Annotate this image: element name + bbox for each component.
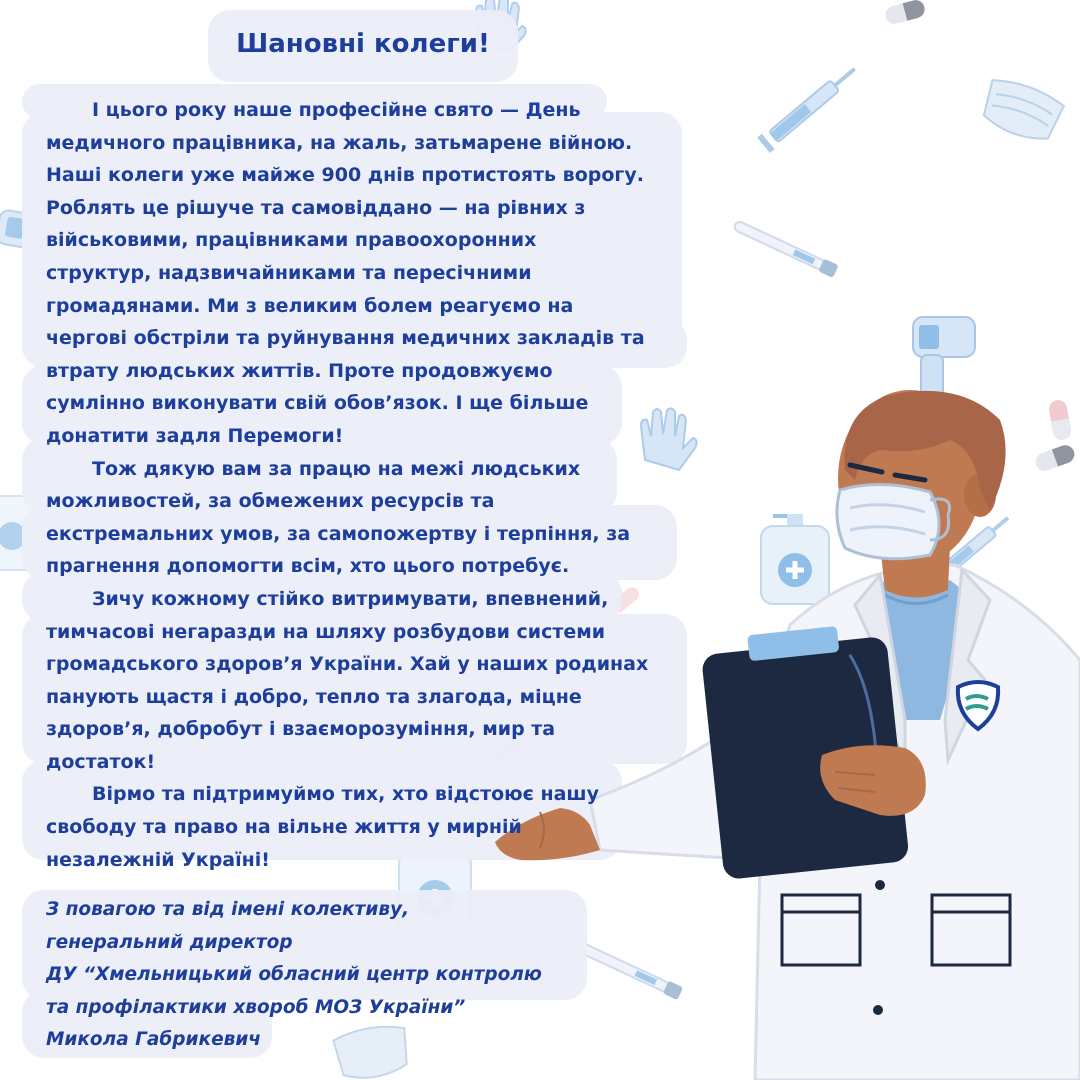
signature-line: генеральний директор [46,931,293,953]
letter-line: екстремальних умов, за самопожертву і терпіння, за [46,522,631,545]
letter-line: тимчасові негаразди на шляху розбудови системи [46,620,606,643]
signature-line: ДУ “Хмельницький обласний центр контролю [46,964,542,986]
letter-line: громадського здоров’я України. Хай у наших родинах [46,653,649,676]
letter-line: І цього року наше професійне свято — День [92,99,581,121]
signature-line: З повагою та від імені колективу, [46,899,410,920]
signature-block [46,894,646,1057]
letter-line: Зичу кожному стійко витримувати, впевнений, [92,587,609,610]
letter-line: військовими, працівниками правоохоронних [46,229,537,252]
letter-line: громадянами. Ми з великим болем реагуємо на [46,294,574,317]
letter-line: Тож дякую вам за працю на межі людських [92,457,581,480]
letter-line: здоров’я, добробут і взаєморозуміння, мир та [46,718,556,741]
letter-line: Наші колеги уже майже 900 днів протистоять ворогу. [46,164,644,187]
letter-line: втрату людських життів. Проте продовжуємо [46,359,553,382]
letter-line: прагнення допомогти всім, хто цього потребує. [46,555,570,578]
letter-body [46,94,686,876]
signature-line: та профілактики хвороб МОЗ України” [46,996,466,1018]
signature-line: Микола Габрикевич [46,1029,261,1051]
letter-line: свободу та право на вільне життя у мирній [46,816,522,839]
letter-line: панують щастя і добро, тепло та злагода, міцне [46,685,582,708]
face-mask [837,484,939,558]
letter-line: сумлінно виконувати свій обов’язок. І ще більше [46,392,589,415]
letter-line: незалежній Україні! [46,848,270,871]
letter-line: донатити задля Перемоги! [46,424,344,447]
letter-line: Вірмо та підтримуймо тих, хто відстоює нашу [92,783,599,806]
letter-line: медичного працівника, на жаль, затьмарене війною. [46,131,633,154]
letter-line: можливостей, за обмежених ресурсів та [46,490,495,513]
letter-line: достаток! [46,750,156,773]
letter-line: Роблять це рішуче та самовіддано — на рівних з [46,196,586,219]
greeting-title: Шановні колеги! [236,29,490,59]
letter-line: структур, надзвичайниками та пересічними [46,261,532,284]
letter-line: чергові обстріли та руйнування медичних закладів та [46,327,645,350]
